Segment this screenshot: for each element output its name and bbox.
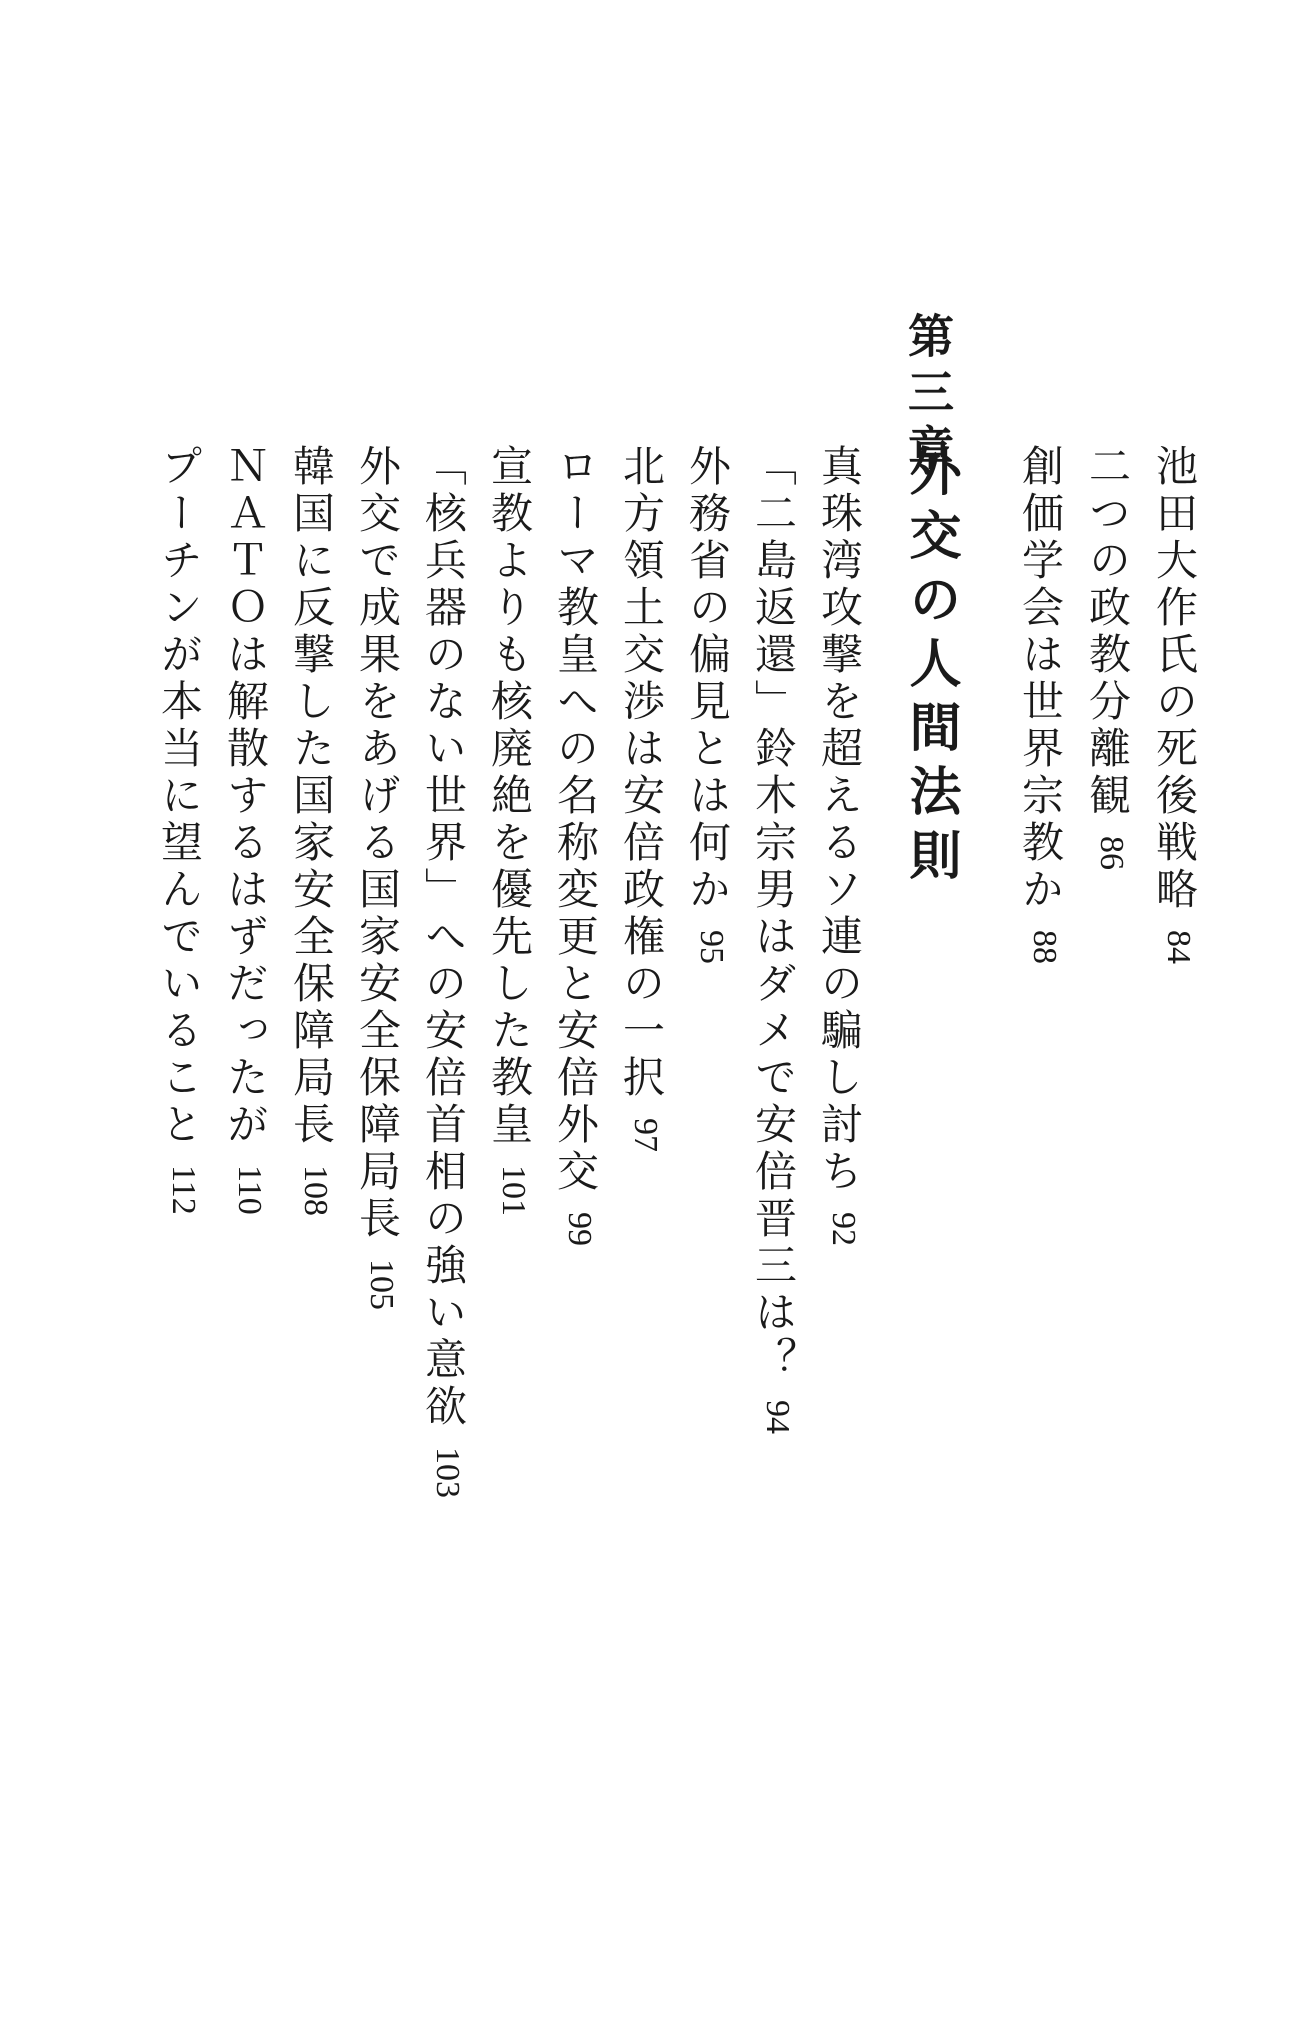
toc-entry-page: 110 — [231, 1165, 268, 1215]
toc-entry — [610, 444, 666, 1794]
toc-entry-page: 92 — [825, 1212, 862, 1246]
toc-entry — [280, 444, 336, 1794]
toc-entry-page: 88 — [1026, 930, 1063, 964]
toc-entry-title: ＮＡＴＯは解散するはずだったが — [221, 444, 270, 1149]
toc-entry-title: 「二島返還」鈴木宗男はダメで安倍晋三は？ — [749, 444, 798, 1384]
toc-entry — [808, 444, 864, 1794]
toc-entry — [742, 444, 798, 1794]
toc-entry — [346, 444, 402, 1794]
toc-entry-page: 84 — [1160, 930, 1197, 964]
toc-entry-page: 97 — [627, 1118, 664, 1152]
toc-entry-title: ローマ教皇への名称変更と安倍外交 — [551, 444, 600, 1196]
toc-entry — [214, 444, 270, 1794]
toc-entry-title: 北方領土交渉は安倍政権の一択 — [617, 444, 666, 1102]
toc-entry-page: 103 — [429, 1447, 466, 1498]
toc-entry — [1143, 444, 1199, 1794]
toc-entry-title: 外交で成果をあげる国家安全保障局長 — [353, 444, 402, 1243]
toc-entry-page: 105 — [363, 1259, 400, 1310]
toc-entry-page: 101 — [495, 1165, 532, 1216]
toc-entry-page: 112 — [165, 1165, 202, 1215]
toc-entry-page: 94 — [759, 1400, 796, 1434]
toc-entry-page: 99 — [561, 1212, 598, 1246]
toc-entry — [1009, 444, 1065, 1794]
chapter-label: 第三章 — [901, 312, 955, 480]
toc-entry-title: 宣教よりも核廃絶を優先した教皇 — [485, 444, 534, 1149]
toc-entry — [412, 444, 468, 1794]
toc-entry-title: 真珠湾攻撃を超えるソ連の騙し討ち — [815, 444, 864, 1196]
toc-entry-title: 外務省の偏見とは何か — [683, 444, 732, 914]
toc-entry-title: 創価学会は世界宗教か — [1016, 444, 1065, 914]
toc-entry — [148, 444, 204, 1794]
toc-entry-page: 86 — [1093, 836, 1130, 870]
toc-entry-title: 池田大作氏の死後戦略 — [1150, 444, 1199, 914]
toc-entry-title: プーチンが本当に望んでいること — [155, 444, 204, 1149]
toc-entry — [676, 444, 732, 1794]
toc-entry-title: 二つの政教分離観 — [1083, 444, 1132, 820]
toc-entry-title: 韓国に反撃した国家安全保障局長 — [287, 444, 336, 1149]
toc-entry — [1076, 444, 1132, 1794]
chapter-title: 外交の人間法則 — [900, 444, 961, 892]
toc-entry-page: 108 — [297, 1165, 334, 1216]
toc-entry-title: 「核兵器のない世界」への安倍首相の強い意欲 — [419, 444, 468, 1431]
toc-entry — [544, 444, 600, 1794]
toc-entry-page: 95 — [693, 930, 730, 964]
toc-entry — [478, 444, 534, 1794]
